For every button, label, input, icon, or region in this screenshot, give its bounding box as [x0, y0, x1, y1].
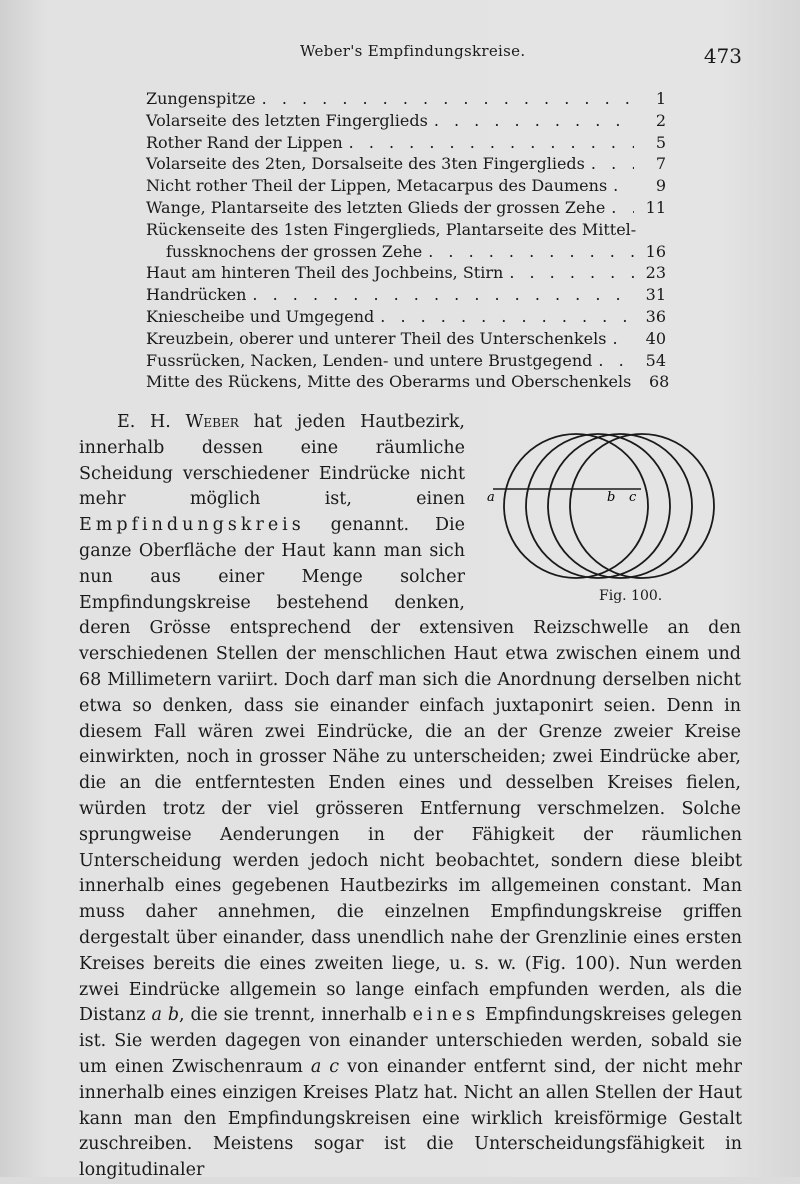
row-label: Zungenspitze [146, 89, 256, 108]
row-label: Kreuzbein, oberer und unterer Theil des Unterschenkels [146, 328, 607, 348]
point-c-label: c [629, 490, 637, 505]
page-number: 473 [703, 44, 742, 68]
float-spacer [741, 410, 742, 810]
text-run: von einander entfernt sind, der nicht mehr innerhalb eines einzigen Kreises Platz hat. Nicht an allen Stellen der Haut kann man den Empfindungskreisen eine wirklich kreisförmige Gestalt zuschreiben. Meistens sogar ist die Unterscheidungsfähigkeit in longitudinaler [79, 1056, 742, 1181]
body-paragraph [79, 410, 742, 1184]
leader-dots [509, 262, 634, 284]
row-label: Rother Rand der Lippen [146, 132, 343, 152]
table-row [146, 219, 666, 241]
row-label: fussknochens der grossen Zehe [166, 241, 423, 261]
leader-dots [262, 88, 634, 110]
leader-dots [380, 306, 634, 328]
leader-dots [434, 110, 634, 132]
row-label: Mitte des Rückens, Mitte des Oberarms und Oberschenkels [146, 372, 632, 392]
variable-ac: a c [310, 1056, 340, 1077]
table-row [146, 241, 666, 263]
leader-dots [613, 175, 634, 197]
row-value: 16 [645, 241, 666, 261]
table-row [146, 306, 666, 328]
row-label: Wange, Plantarseite des letzten Glieds der grossen Zehe [146, 197, 606, 217]
table-row [146, 371, 670, 393]
figure-caption: Fig. 100. [599, 588, 663, 604]
leader-dots [612, 328, 634, 350]
point-b-label: b [607, 490, 616, 505]
row-value: 36 [645, 306, 666, 326]
row-value: 23 [645, 263, 666, 283]
row-label: Haut am hinteren Theil des Jochbeins, Stirn [146, 263, 504, 283]
row-value: 7 [655, 154, 666, 174]
row-label: Nicht rother Theil der Lippen, Metacarpus des Daumens [146, 176, 608, 196]
row-value: 5 [655, 132, 666, 152]
row-label: Volarseite des letzten Fingerglieds [146, 110, 428, 130]
emphasized-term: eines [412, 1005, 480, 1026]
leader-dots [349, 132, 634, 154]
table-row [146, 110, 666, 132]
overlapping-circles-diagram [481, 416, 741, 586]
row-label: Rückenseite des 1sten Fingerglieds, Plantarseite des Mittel- [146, 219, 637, 239]
table-row [146, 197, 666, 219]
author-initials: E. H. [117, 412, 186, 432]
table-row [146, 284, 666, 306]
row-value: 40 [645, 328, 666, 348]
leader-dots [252, 284, 634, 306]
leader-dots [598, 350, 634, 372]
point-a-label: a [487, 490, 495, 505]
row-value: 2 [655, 110, 666, 130]
leader-dots [611, 197, 634, 219]
row-value: 31 [645, 285, 666, 305]
row-label: Handrücken [146, 285, 247, 305]
row-value: 11 [645, 197, 666, 217]
row-label: Fussrücken, Nacken, Lenden- und untere Brustgegend [146, 350, 593, 370]
row-value: 68 [648, 372, 670, 392]
author-name: Weber [185, 412, 239, 432]
row-value: 1 [655, 89, 666, 108]
table-row [146, 175, 666, 197]
row-label: Kniescheibe und Umgegend [146, 306, 375, 326]
variable-ab: a b [151, 1005, 180, 1026]
table-row [146, 132, 666, 154]
running-head: Weber's Empfindungskreise. [300, 42, 526, 60]
table-row [146, 153, 666, 175]
emphasized-term: Empfindungskreis [79, 515, 305, 536]
text-run: , die sie trennt, innerhalb [179, 1005, 413, 1026]
figure-100 [481, 416, 741, 606]
threshold-table [146, 88, 670, 393]
table-row [146, 88, 666, 110]
text-run: Empfindungskreises gelegen ist. Sie werden dagegen von einander unterschieden werden, sobald sie um einen Zwischenraum [79, 1005, 742, 1077]
leader-dots [428, 241, 634, 263]
row-value: 54 [645, 350, 666, 370]
table-row [146, 328, 666, 350]
leader-dots [591, 153, 634, 175]
row-label: Volarseite des 2ten, Dorsalseite des 3ten Fingerglieds [146, 154, 585, 174]
row-value: 9 [655, 176, 666, 196]
text-run: genannt. Die ganze Oberfläche der Haut kann man sich nun aus einer Menge solcher Empfindungskreise bestehend denken, deren Grösse entsprechend der extensiven Reizschwelle an den verschiedenen Stellen der menschlichen Haut etwa zwischen einem und 68 Millimetern variirt. Doch darf man sich die Anordnung derselben nicht etwa so denken, dass sie einander einfach juxtaponirt seien. Denn in diesem Fall wären zwei Eindrücke, die an der Grenze zweier Kreise einwirkten, noch in grosser Nähe zu unterscheiden; zwei Eindrücke aber, die an die entferntesten Enden eines und desselben Kreises fielen, würden trotz der viel grösseren Entfernung verschmelzen. Solche sprungweise Aenderungen in der Fähigkeit der räumlichen Unterscheidung werden jedoch nicht beobachtet, sondern diese bleibt innerhalb eines gegebenen Hautbezirks im allgemeinen constant. Man muss daher annehmen, die einzelnen Empfindungskreise griffen dergestalt über einander, dass unendlich nahe der Grenzlinie eines ersten Kreises bereits die eines zweiten liege, u. s. w. (Fig. 100). Nun werden zwei Eindrücke allgemein so lange einfach empfunden werden, als die Distanz [79, 515, 742, 1026]
table-row [146, 350, 666, 372]
table-row [146, 262, 666, 284]
text-run: hat jeden Hautbezirk, innerhalb dessen eine räumliche Scheidung verschiedener Eindrücke nicht mehr möglich ist, einen [79, 412, 465, 510]
